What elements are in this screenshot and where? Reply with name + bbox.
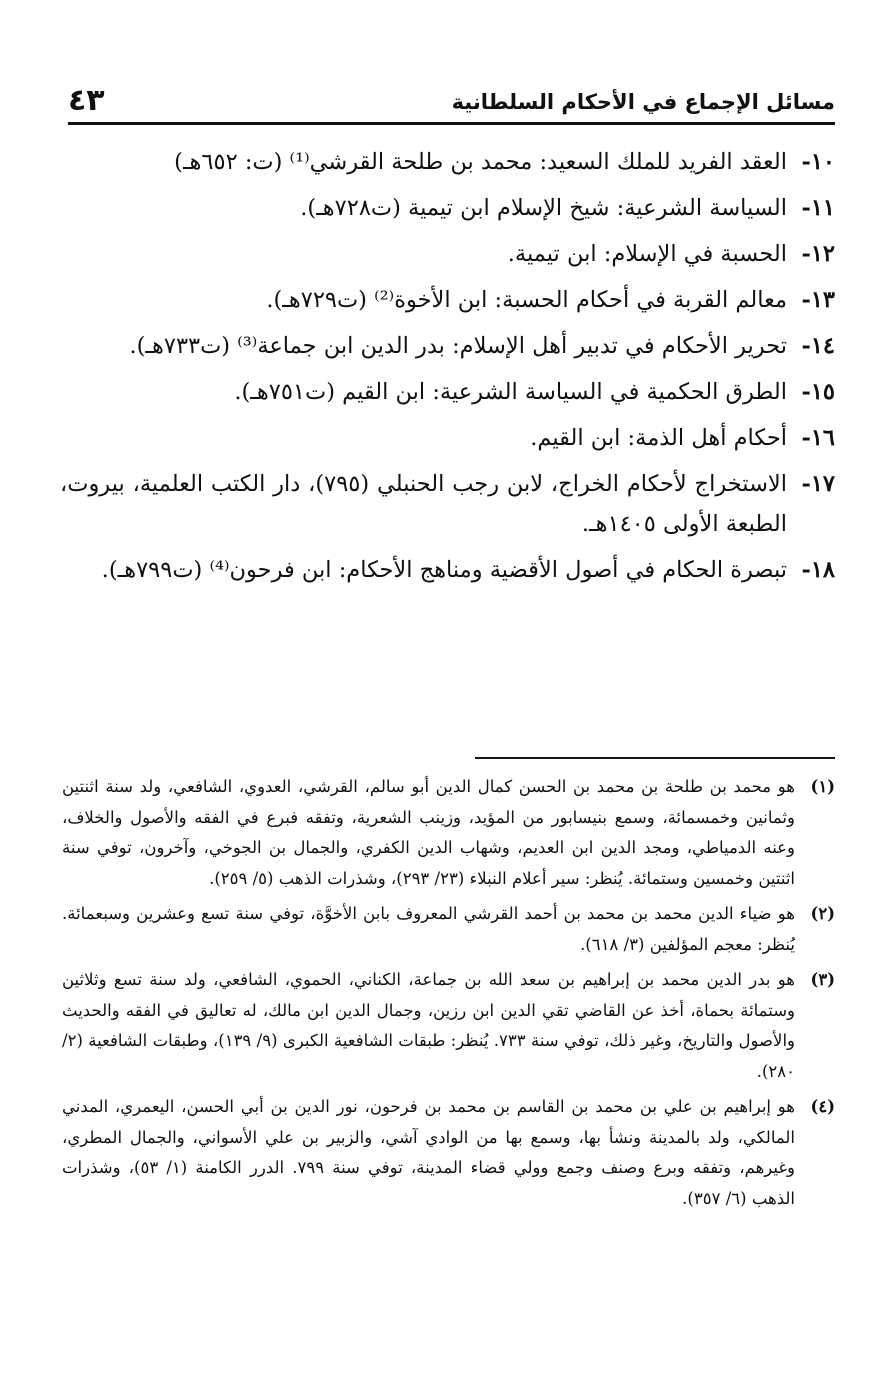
- footnote-number: (٢): [810, 904, 835, 923]
- item-number: ١٧-: [801, 471, 835, 497]
- list-item: [60, 550, 835, 590]
- footnote-text: هو بدر الدين محمد بن إبراهيم بن سعد الله بن جماعة، الكناني، الحموي، الشافعي، ولد سنة تسع وثلاثين وستمائة بحماة، أخذ عن القاضي تقي الدين ابن رزين، وجمال الدين ابن مالك، له تعاليق في الفقه والحديث والأصول والتاريخ، وغير ذلك، توفي سنة ٧٣٣. يُنظر: طبقات الشافعية الكبرى (٩/ ١٣٩)، وطبقات الشافعية (٢/ ٢٨٠).: [62, 970, 795, 1081]
- item-number: ١٨-: [801, 557, 835, 583]
- footnote-text: هو ضياء الدين محمد بن محمد بن أحمد القرشي المعروف بابن الأخوَّة، توفي سنة تسع وعشرين وسبعمائة. يُنظر: معجم المؤلفين (٣/ ٦١٨).: [62, 904, 795, 954]
- item-number: ١٦-: [801, 425, 835, 451]
- list-item: [60, 234, 835, 274]
- footnote: [62, 965, 835, 1087]
- item-number: ١٠-: [801, 149, 835, 175]
- footnote-divider: [475, 757, 835, 759]
- item-text: العقد الفريد للملك السعيد: محمد بن طلحة القرشي⁽¹⁾ (ت: ٦٥٢هـ): [174, 149, 787, 175]
- list-item: [60, 280, 835, 320]
- list-item: [60, 188, 835, 228]
- item-text: أحكام أهل الذمة: ابن القيم.: [530, 425, 787, 451]
- item-number: ١٤-: [801, 333, 835, 359]
- item-text: معالم القربة في أحكام الحسبة: ابن الأخوة⁽²⁾ (ت٧٢٩هـ).: [266, 287, 787, 313]
- item-number: ١٣-: [801, 287, 835, 313]
- footnote-number: (١): [810, 777, 835, 796]
- item-number: ١١-: [801, 195, 835, 221]
- list-item: [60, 142, 835, 182]
- footnote: [62, 899, 835, 960]
- footnote: [62, 772, 835, 894]
- item-text: الطرق الحكمية في السياسة الشرعية: ابن القيم (ت٧٥١هـ).: [234, 379, 787, 405]
- list-item: [60, 326, 835, 366]
- footnote-text: هو محمد بن طلحة بن محمد بن الحسن كمال الدين أبو سالم، القرشي، العدوي، الشافعي، ولد سنة اثنتين وثمانين وخمسمائة، وسمع بنيسابور من المؤيد، وزينب الشعرية، وتفقه فبرع في الفقه والأصول والخلاف، وعنه الدمياطي، ومجد الدين ابن العديم، وشهاب الدين الكفري، والجمال بن الجوخي، وآخرون، توفي سنة اثنتين وخمسين وستمائة. يُنظر: سير أعلام النبلاء (٢٣/ ٢٩٣)، وشذرات الذهب (٥/ ٢٥٩).: [62, 777, 795, 888]
- list-item: [60, 464, 835, 544]
- item-text: الحسبة في الإسلام: ابن تيمية.: [507, 241, 787, 267]
- item-text: تبصرة الحكام في أصول الأقضية ومناهج الأحكام: ابن فرحون⁽⁴⁾ (ت٧٩٩هـ).: [101, 557, 787, 583]
- footnote: [62, 1092, 835, 1214]
- page-number: ٤٣: [68, 83, 105, 118]
- footnote-text: هو إبراهيم بن علي بن محمد بن القاسم بن محمد بن فرحون، نور الدين بن أبي الحسن، اليعمري، المدني المالكي، ولد بالمدينة ونشأ بها، وسمع بها من الوادي آشي، والزبير بن علي الأسواني، والجمال المطري، وغيرهم، وتفقه وبرع وصنف وجمع وولي قضاء المدينة، توفي سنة ٧٩٩. الدرر الكامنة (١/ ٥٣)، وشذرات الذهب (٦/ ٣٥٧).: [62, 1097, 795, 1208]
- footnote-number: (٤): [810, 1097, 835, 1116]
- running-title: مسائل الإجماع في الأحكام السلطانية: [451, 90, 835, 114]
- item-number: ١٥-: [801, 379, 835, 405]
- reference-list: [60, 142, 835, 596]
- item-text: الاستخراج لأحكام الخراج، لابن رجب الحنبلي (٧٩٥)، دار الكتب العلمية، بيروت، الطبعة الأولى ١٤٠٥هـ.: [60, 471, 788, 537]
- item-text: تحرير الأحكام في تدبير أهل الإسلام: بدر الدين ابن جماعة⁽³⁾ (ت٧٣٣هـ).: [129, 333, 787, 359]
- item-number: ١٢-: [801, 241, 835, 267]
- page-header: [68, 70, 835, 125]
- footnote-number: (٣): [810, 970, 835, 989]
- list-item: [60, 372, 835, 412]
- footnotes: [62, 772, 835, 1219]
- item-text: السياسة الشرعية: شيخ الإسلام ابن تيمية (ت٧٢٨هـ).: [300, 195, 787, 221]
- list-item: [60, 418, 835, 458]
